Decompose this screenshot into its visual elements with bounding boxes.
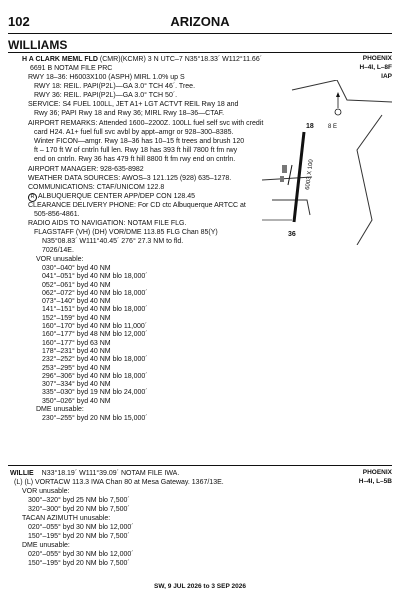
airport-iap: IAP: [381, 73, 392, 80]
vor-unusable-item: 296°–306° byd 40 NM blo 18,000´: [42, 372, 148, 380]
vor-unusable-item: 160°–170° byd 40 NM blo 11,000´: [42, 323, 148, 331]
airport-ident: (CMR)(KCMR): [99, 56, 146, 63]
runway-18: RWY 18: REIL. PAPI(P2L)—GA 3.0° TCH 46´. Tree.: [34, 83, 196, 90]
vor-unusable-item: 073°–140° byd 40 NM: [42, 298, 111, 306]
vor-unusable-item: 178°–231° byd 40 NM: [42, 347, 111, 355]
communications: COMMUNICATIONS: CTAF/UNICOM 122.8: [28, 184, 165, 191]
dme-unusable-item: 230°–255° byd 20 NM blo 15,000´: [42, 415, 148, 422]
willie-region: PHOENIX: [362, 469, 392, 476]
beacon-icon: [335, 109, 341, 115]
header-rule: [8, 33, 392, 34]
north-arrow-head-icon: [336, 92, 340, 97]
clearance-line-1: CLEARANCE DELIVERY PHONE: For CD ctc Albuquerque ARTCC at: [28, 202, 246, 209]
vor-unusable-item: 335°–030° byd 19 NM blo 24,000´: [42, 389, 148, 397]
willie-tacan-header: TACAN AZIMUTH unusable:: [22, 515, 111, 522]
airport-region: PHOENIX: [362, 55, 392, 62]
airport-manager: AIRPORT MANAGER: 928-635-8982: [28, 166, 144, 173]
willie-vor-item: 300°–320° byd 25 NM blo 7,500´: [28, 497, 130, 504]
willie-tacan-item: 020°–055° byd 30 NM blo 12,000´: [28, 524, 134, 531]
runway-36-label: 36: [288, 231, 296, 238]
service-line-2: Rwy 36; PAPI Rwy 18 and Rwy 36; MIRL Rwy 18–36—CTAF.: [34, 110, 225, 117]
vor-line-3: 7026/14E.: [42, 247, 74, 254]
vor-unusable-item: 160°–177° byd 48 NM blo 12,000´: [42, 331, 148, 339]
airport-title-line: [22, 55, 262, 64]
vor-unusable-item: 307°–334° byd 40 NM: [42, 381, 111, 389]
building-icon: [282, 165, 287, 173]
runway-18-label: 18: [306, 123, 314, 130]
runway-shape: [294, 132, 304, 222]
airport-name: H A CLARK MEML FLD: [22, 56, 98, 63]
willie-title-line: [10, 469, 179, 478]
vor-unusable-item: 350°–026° byd 40 NM: [42, 397, 111, 405]
page-footer: SW, 9 JUL 2026 to 3 SEP 2026: [154, 583, 246, 590]
vor-unusable-item: 232°–252° byd 40 NM blo 18,000´: [42, 356, 148, 364]
willie-coords: N33°18.19´ W111°39.09´ NOTAM FILE IWA.: [41, 470, 180, 477]
city-heading: WILLIAMS: [8, 38, 68, 52]
airport-chart-ref: H–4I, L–8F: [359, 64, 392, 71]
vor-unusable-item: 253°–295° byd 40 NM: [42, 364, 111, 372]
vor-unusable-item: 152°–159° byd 40 NM: [42, 314, 111, 322]
vor-unusable-header: VOR unusable:: [36, 256, 84, 263]
city-rule: [8, 52, 392, 53]
runway-36: RWY 36: REIL. PAPI(P2L)—GA 3.0° TCH 50´.: [34, 92, 178, 99]
airport-diagram: [262, 80, 392, 245]
vor-unusable-item: 160°–177° byd 63 NM: [42, 339, 111, 347]
remark-line: end on cntrln. Rwy 36 has 479 ft hill 8800 ft fm rwy end on cntrln.: [34, 156, 236, 163]
vor-line-2: N35°08.83´ W111°40.45´ 276° 27.3 NM to fld.: [42, 238, 184, 245]
page-number: 102: [8, 14, 30, 29]
building-icon: [280, 176, 284, 182]
road-line: [357, 115, 382, 245]
r-symbol-icon: R: [28, 193, 37, 202]
runway-1836: RWY 18–36: H6003X100 (ASPH) MIRL 1.0% up S: [28, 74, 185, 81]
willie-vor-unusable-header: VOR unusable:: [22, 488, 70, 495]
willie-dme-item: 020°–055° byd 30 NM blo 12,000´: [28, 551, 134, 558]
page-state-title: ARIZONA: [170, 14, 230, 29]
vor-unusable-item: 030°–040° byd 40 NM: [42, 265, 111, 272]
radio-aids: RADIO AIDS TO NAVIGATION: NOTAM FILE FLG.: [28, 220, 187, 227]
taxiway-shape: [288, 165, 292, 185]
airport-location: 3 N UTC–7 N35°18.33´ W112°11.66´: [147, 56, 263, 63]
vor-unusable-item: 141°–151° byd 40 NM blo 18,000´: [42, 306, 148, 314]
section-divider: [8, 465, 392, 466]
road-line: [272, 200, 310, 215]
vor-unusable-item: 062°–072° byd 40 NM blo 18,000´: [42, 289, 148, 297]
willie-chart-ref: H–4I, L–5B: [358, 478, 392, 485]
remark-line: card H24. A1+ fuel full svc avbl by appt–amgr or 928–300–8385.: [34, 129, 234, 136]
terrain-line: [292, 80, 392, 102]
airport-remarks: [28, 119, 263, 164]
vor-line-1: FLAGSTAFF (VH) (DH) VOR/DME 113.85 FLG Chan 85(Y): [34, 229, 218, 236]
weather-sources: WEATHER DATA SOURCES: AWOS–3 121.125 (928) 635–1278.: [28, 175, 232, 182]
vor-unusable-item: 041°–051° byd 40 NM blo 18,000´: [42, 273, 148, 281]
willie-dme-header: DME unusable:: [22, 542, 70, 549]
remark-line: AIRPORT REMARKS: Attended 1600–2200Z. 100LL fuel self svc with credit: [28, 120, 264, 127]
willie-tacan-item: 150°–195° byd 20 NM blo 7,500´: [28, 533, 130, 540]
remark-line: ft – 170 ft W of cntrln full len. Rwy 18 has 393 ft hill 7800 ft fm rwy: [34, 147, 238, 154]
airport-elevation: 6691 B NOTAM FILE PRC: [30, 65, 113, 72]
willie-vor-item: 320°–300° byd 20 NM blo 7,500´: [28, 506, 130, 513]
runway-length-label: 6003 X 100: [305, 159, 315, 191]
dme-unusable-header: DME unusable:: [36, 406, 84, 413]
willie-vortac: (L) (L) VORTACW 113.3 IWA Chan 80 at Mesa Gateway. 1367/13E.: [14, 479, 224, 486]
remark-line: Winter FICON—amgr. Rwy 18–36 has 10–15 ft trees and brush 120: [34, 138, 245, 145]
willie-dme-item: 150°–195° byd 20 NM blo 7,500´: [28, 560, 130, 567]
magnetic-variation: 8 E: [328, 124, 338, 130]
app-dep-text: ALBUQUERQUE CENTER APP/DEP CON 128.45: [38, 193, 196, 200]
clearance-line-2: 505-856-4861.: [34, 211, 80, 218]
vor-unusable-list: [42, 264, 148, 405]
service-line: SERVICE: S4 FUEL 100LL, JET A1+ LGT ACTVT REIL Rwy 18 and: [28, 101, 239, 108]
vor-unusable-item: 052°–061° byd 40 NM: [42, 281, 111, 289]
road-line: [262, 177, 312, 180]
willie-name: WILLIE: [10, 470, 34, 477]
